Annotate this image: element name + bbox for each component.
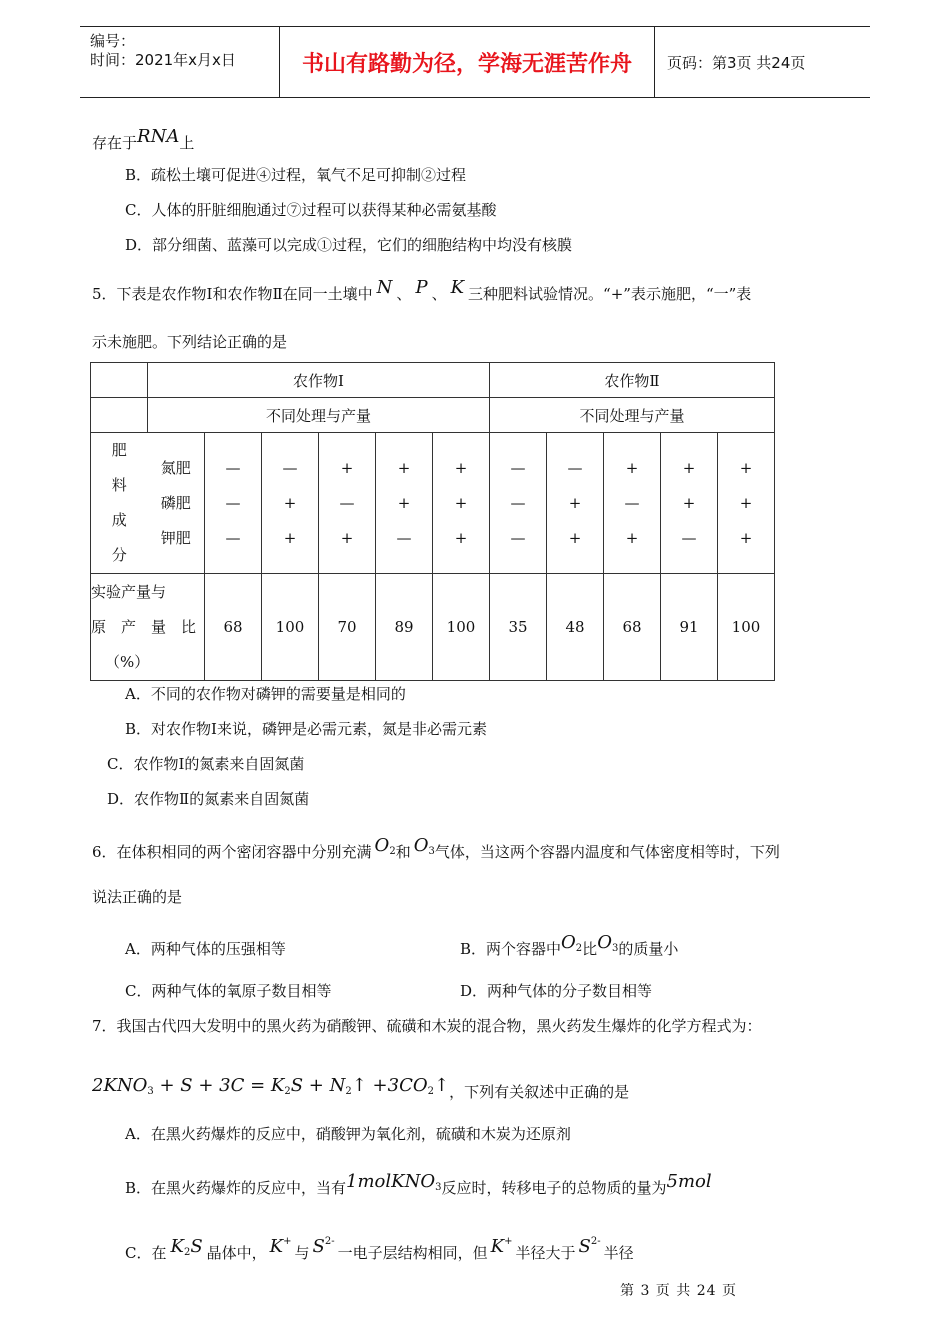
crop2-header: 农作物Ⅱ (490, 363, 775, 398)
q4-continuation (92, 126, 195, 153)
table-corner (91, 363, 148, 398)
q6-stem-a: 6．在体积相同的两个密闭容器中分别充满 (92, 843, 372, 861)
treatment-mark: + (625, 458, 639, 477)
treatment-mark: + (340, 528, 354, 547)
o3-formula (414, 835, 435, 856)
potassium-symbol: K (450, 277, 465, 298)
s-symbol: S (190, 1236, 203, 1257)
yield-label-line: （%） (105, 652, 150, 671)
k-ion (491, 1236, 513, 1257)
treatment-mark: + (682, 493, 696, 512)
eq-s-n: S + N (290, 1075, 346, 1096)
q5-option-a: A．不同的农作物对磷钾的需要量是相同的 (125, 685, 406, 703)
treatment-mark: — (510, 528, 526, 547)
treatment-mark: + (568, 528, 582, 547)
q5-option-b: B．对农作物Ⅰ来说，磷钾是必需元素，氮是非必需元素 (125, 720, 487, 738)
treatment-mark: — (282, 458, 298, 477)
fert-group-char: 成 (111, 511, 127, 529)
yield-value: 100 (262, 574, 319, 681)
q7-opt-c-crystal: 晶体中， (206, 1244, 267, 1262)
subscript-3: 3 (435, 1182, 442, 1193)
yield-value: 100 (433, 574, 490, 681)
eq-kno3: 2KNO (92, 1075, 148, 1096)
q5-stem-a: 5．下表是农作物Ⅰ和农作物Ⅱ在同一土壤中 (92, 285, 373, 303)
q7-option-b (125, 1171, 712, 1204)
q6-opt-b-post: 的质量小 (618, 940, 679, 958)
treatment-mark: + (454, 458, 468, 477)
k-ion (270, 1236, 292, 1257)
q7-option-a: A．在黑火药爆炸的反应中，硝酸钾为氧化剂，硫磺和木炭为还原剂 (125, 1125, 571, 1143)
q6-option-d: D．两种气体的分子数目相等 (460, 982, 653, 1000)
yield-label-line: 原 产 量 比 (91, 617, 197, 636)
q5-stem-line1 (92, 277, 752, 304)
q5-option-c: C．农作物Ⅰ的氮素来自固氮菌 (107, 755, 305, 773)
q4-option-c: C．人体的肝脏细胞通过⑦过程可以获得某种必需氨基酸 (125, 201, 497, 219)
treatment-mark: + (454, 528, 468, 547)
page-footer: 第 3 页 共 24 页 (620, 1283, 737, 1299)
q6-option-c: C．两种气体的氧原子数目相等 (125, 982, 332, 1000)
treatment-cell (718, 433, 775, 574)
subscript-2: 2 (183, 1247, 191, 1258)
q6-stem-line2: 说法正确的是 (92, 888, 183, 906)
charge-2minus: 2- (590, 1236, 601, 1247)
o-symbol: O (413, 835, 429, 856)
fert-group-char: 分 (111, 546, 127, 564)
phosphorus-symbol: P (415, 277, 428, 298)
page-header (80, 26, 870, 98)
q7-option-c (125, 1238, 634, 1269)
treatment-mark: + (682, 458, 696, 477)
header-meta (80, 27, 280, 97)
s-ion (313, 1236, 335, 1257)
q7-opt-c-bigger: 半径大于 (515, 1244, 576, 1262)
treatment-mark: — (510, 493, 526, 512)
subscript-2: 2 (345, 1086, 352, 1097)
treatment-mark: + (283, 493, 297, 512)
q7-equation-line (92, 1075, 630, 1108)
yield-label-line: 实验产量与 (91, 582, 167, 601)
treatment-mark: — (225, 528, 241, 547)
q4-cont-suffix: 上 (179, 134, 195, 152)
q6-opt-b-mid: 比 (582, 940, 598, 958)
subscript-3: 3 (611, 943, 619, 954)
yield-value: 68 (205, 574, 262, 681)
number-label: 编号： (90, 32, 136, 50)
q6-opt-b-pre: B．两个容器中 (460, 940, 562, 958)
treatment-cell (319, 433, 376, 574)
yield-value: 91 (661, 574, 718, 681)
q7-opt-b-mid: 反应时，转移电子的总物质的量为 (441, 1179, 667, 1197)
treatment-mark: + (397, 458, 411, 477)
s-ion (579, 1236, 601, 1257)
treatment-mark: + (739, 528, 753, 547)
nitrogen-symbol: N (376, 277, 393, 298)
o-symbol: O (597, 932, 612, 953)
fert-name-phosphorus: 磷肥 (160, 493, 191, 512)
q7-opt-c-with: 与 (294, 1244, 310, 1262)
q7-opt-c-end: 半径 (603, 1244, 634, 1262)
q5-separator-2: 、 (431, 285, 447, 303)
charge-2minus: 2- (324, 1236, 335, 1247)
subscript-3: 3 (428, 846, 435, 857)
treatment-mark: — (624, 493, 640, 512)
k-symbol: K (490, 1236, 505, 1257)
yield-value: 89 (376, 574, 433, 681)
date-label: 时间：2021年x月x日 (90, 51, 236, 69)
q7-opt-b-pre: B．在黑火药爆炸的反应中，当有 (125, 1179, 347, 1197)
q5-option-d: D．农作物Ⅱ的氮素来自固氮菌 (107, 790, 310, 808)
eq-gas-arrow: ↑ (433, 1075, 450, 1096)
o-symbol: O (561, 932, 576, 953)
charge-plus: + (283, 1236, 292, 1247)
crop1-header: 农作物Ⅰ (148, 363, 490, 398)
treatment-cell (661, 433, 718, 574)
crop2-subheader: 不同处理与产量 (490, 398, 775, 433)
o2-formula (561, 932, 582, 953)
treatment-mark: — (225, 458, 241, 477)
eq-mid: + S + 3C = K (153, 1075, 285, 1096)
subscript-3: 3 (147, 1086, 154, 1097)
subscript-2: 2 (575, 943, 583, 954)
fertilizer-names (148, 433, 205, 574)
treatment-mark: + (739, 458, 753, 477)
treatment-mark: — (339, 493, 355, 512)
q5-stem-b: 三种肥料试验情况。“+”表示施肥，“一”表 (468, 285, 752, 303)
q7-opt-c-pre: C．在 (125, 1244, 167, 1262)
yield-value: 100 (718, 574, 775, 681)
q4-cont-prefix: 存在于 (92, 134, 138, 152)
kno3-amount (346, 1171, 441, 1192)
header-motto: 书山有路勤为径，学海无涯苦作舟 (280, 27, 655, 97)
fert-name-nitrogen: 氮肥 (160, 458, 191, 477)
electron-amount: 5mol (666, 1171, 712, 1192)
eq-co2: ↑ +3CO (351, 1075, 428, 1096)
k-symbol: K (269, 1236, 284, 1257)
treatment-mark: — (510, 458, 526, 477)
s-symbol: S (312, 1236, 325, 1257)
k-symbol: K (170, 1236, 184, 1257)
k2s-formula (170, 1236, 202, 1257)
q6-and: 和 (395, 843, 411, 861)
black-powder-equation (92, 1075, 449, 1096)
treatment-cell (376, 433, 433, 574)
treatment-mark: — (681, 528, 697, 547)
treatment-cell (262, 433, 319, 574)
s-symbol: S (578, 1236, 591, 1257)
rna-term: RNA (137, 126, 180, 147)
q5-stem-line2: 示未施肥。下列结论正确的是 (92, 333, 288, 351)
o-symbol: O (374, 835, 390, 856)
treatment-cell (490, 433, 547, 574)
treatment-mark: + (568, 493, 582, 512)
subscript-2: 2 (427, 1086, 434, 1097)
treatment-mark: + (283, 528, 297, 547)
q5-separator-1: 、 (396, 285, 412, 303)
q4-option-d: D．部分细菌、蓝藻可以完成①过程，它们的细胞结构中均没有核膜 (125, 236, 573, 254)
fertilizer-group-label (91, 433, 148, 574)
q6-option-b (460, 932, 679, 965)
yield-ratio-label (91, 574, 205, 681)
treatment-mark: + (397, 493, 411, 512)
yield-value: 48 (547, 574, 604, 681)
treatment-mark: + (454, 493, 468, 512)
q7-opt-c-same: 一电子层结构相同，但 (337, 1244, 488, 1262)
yield-value: 68 (604, 574, 661, 681)
treatment-mark: — (225, 493, 241, 512)
subscript-2: 2 (389, 846, 396, 857)
q6-stem-line1 (92, 835, 780, 868)
treatment-cell (433, 433, 490, 574)
q7-after-equation: ，下列有关叙述中正确的是 (449, 1083, 630, 1101)
table-corner-2 (91, 398, 148, 433)
yield-value: 70 (319, 574, 376, 681)
fert-name-potassium: 钾肥 (160, 528, 191, 547)
fertilizer-table (90, 362, 775, 681)
treatment-mark: + (625, 528, 639, 547)
header-page-label: 页码：第3页 共24页 (667, 53, 806, 72)
treatment-mark: + (340, 458, 354, 477)
subscript-2: 2 (284, 1086, 291, 1097)
o2-formula (375, 835, 396, 856)
treatment-mark: — (567, 458, 583, 477)
treatment-mark: + (739, 493, 753, 512)
q6-option-a: A．两种气体的压强相等 (125, 940, 286, 958)
treatment-cell (547, 433, 604, 574)
treatment-cell (604, 433, 661, 574)
fert-group-char: 肥 (111, 441, 127, 459)
yield-value: 35 (490, 574, 547, 681)
treatment-mark: — (396, 528, 412, 547)
charge-plus: + (504, 1236, 513, 1247)
q6-stem-b: 气体，当这两个容器内温度和气体密度相等时，下列 (434, 843, 780, 861)
mol-kno: 1molKNO (346, 1171, 436, 1192)
fert-group-char: 料 (111, 476, 127, 494)
q7-stem: 7．我国古代四大发明中的黑火药为硝酸钾、硫磺和木炭的混合物，黑火药发生爆炸的化学方程式为： (92, 1017, 762, 1035)
treatment-cell (205, 433, 262, 574)
q4-option-b: B．疏松土壤可促进④过程，氧气不足可抑制②过程 (125, 166, 467, 184)
o3-formula (597, 932, 618, 953)
crop1-subheader: 不同处理与产量 (148, 398, 490, 433)
